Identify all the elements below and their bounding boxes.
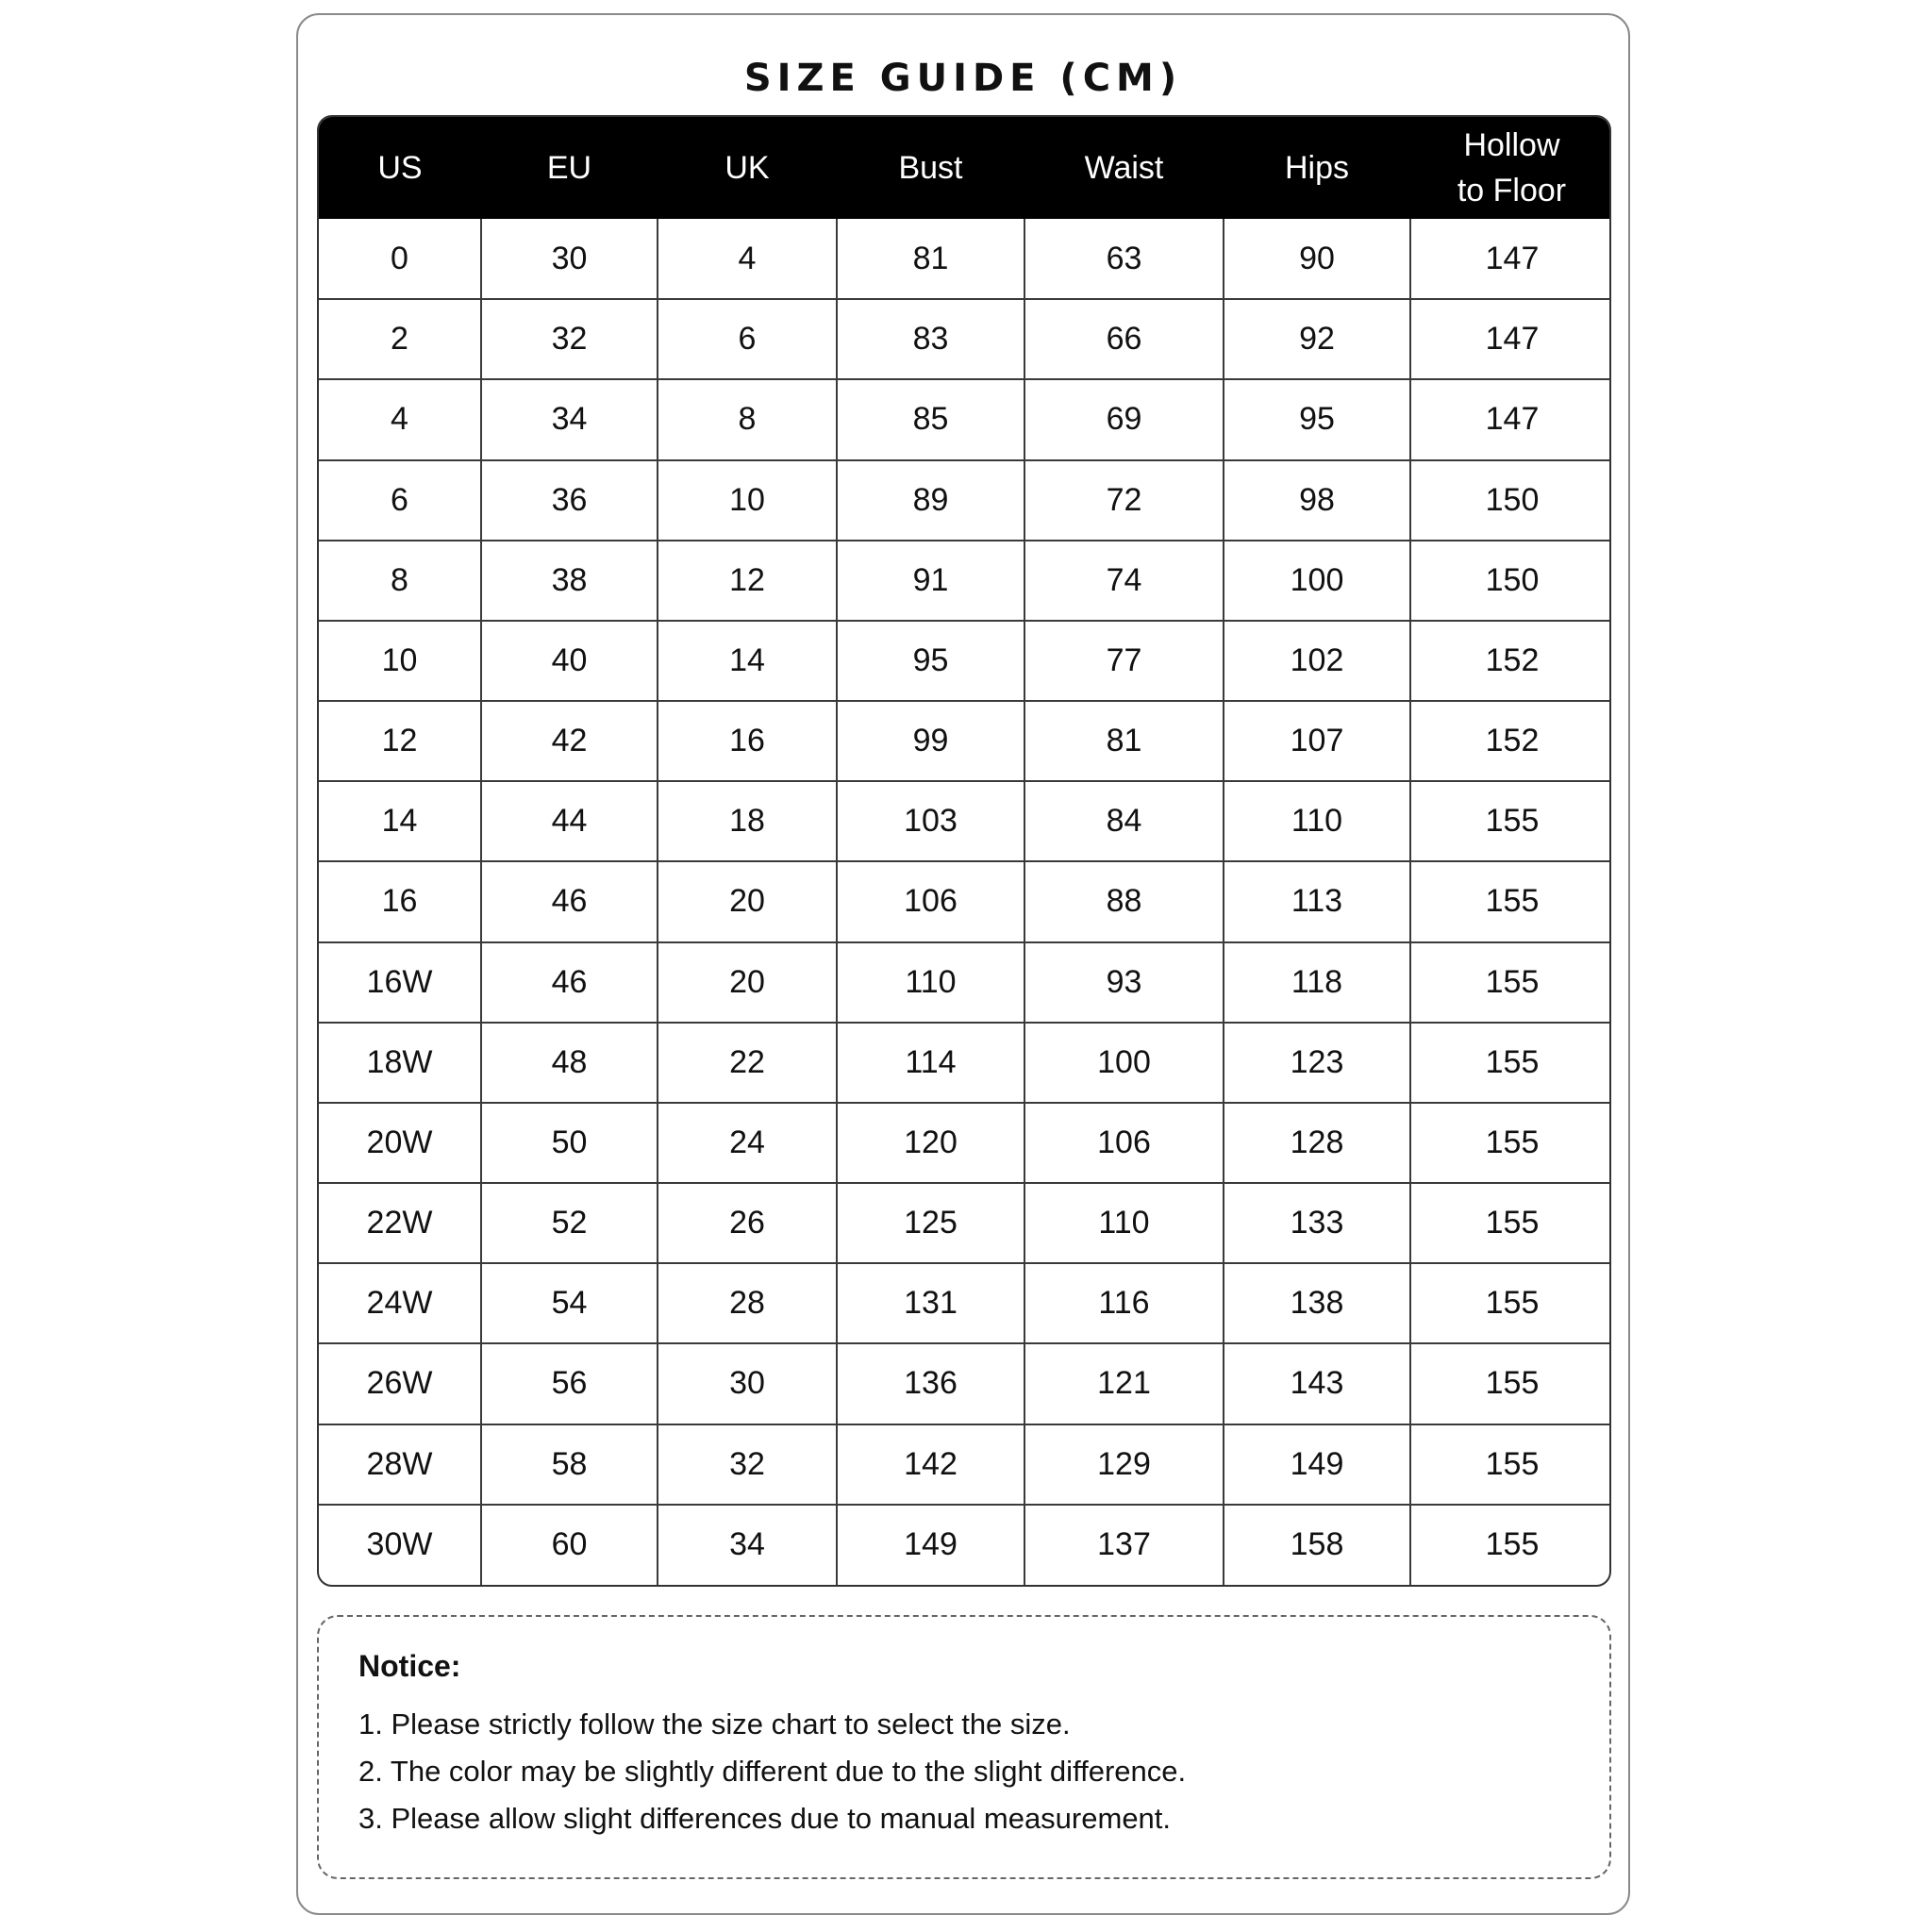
- table-cell: 155: [1410, 781, 1611, 861]
- table-cell: 58: [481, 1424, 658, 1505]
- table-cell: 89: [837, 460, 1024, 541]
- table-cell: 152: [1410, 621, 1611, 701]
- table-cell: 6: [658, 299, 837, 379]
- table-row: [319, 219, 1611, 299]
- table-cell: 123: [1224, 1023, 1410, 1103]
- table-cell: 155: [1410, 1023, 1611, 1103]
- table-cell: 116: [1024, 1263, 1224, 1343]
- table-cell: 142: [837, 1424, 1024, 1505]
- table-row: [319, 942, 1611, 1023]
- table-cell: 147: [1410, 379, 1611, 459]
- column-header: Bust: [898, 150, 963, 186]
- table-cell: 20: [658, 942, 837, 1023]
- table-cell: 155: [1410, 1343, 1611, 1424]
- table-cell: 129: [1024, 1424, 1224, 1505]
- column-header: US: [377, 150, 423, 186]
- table-cell: 30: [481, 219, 658, 299]
- table-cell: 28W: [319, 1424, 481, 1505]
- table-cell: 8: [319, 541, 481, 621]
- table-cell: 42: [481, 701, 658, 781]
- notice-item: 1. Please strictly follow the size chart to select the size.: [358, 1707, 1071, 1740]
- table-cell: 152: [1410, 701, 1611, 781]
- table-cell: 107: [1224, 701, 1410, 781]
- page-title: SIZE GUIDE (CM): [743, 57, 1183, 100]
- table-cell: 120: [837, 1103, 1024, 1183]
- table-cell: 20W: [319, 1103, 481, 1183]
- table-row: [319, 621, 1611, 701]
- table-cell: 38: [481, 541, 658, 621]
- table-cell: 150: [1410, 460, 1611, 541]
- size-guide-card: [296, 13, 1630, 1915]
- table-body: [319, 219, 1611, 1585]
- table-cell: 77: [1024, 621, 1224, 701]
- table-header-row: [319, 117, 1611, 219]
- table-row: [319, 861, 1611, 941]
- table-cell: 114: [837, 1023, 1024, 1103]
- table-cell: 52: [481, 1183, 658, 1263]
- table-cell: 4: [658, 219, 837, 299]
- table-cell: 83: [837, 299, 1024, 379]
- table-cell: 110: [837, 942, 1024, 1023]
- table-cell: 149: [1224, 1424, 1410, 1505]
- table-cell: 0: [319, 219, 481, 299]
- table-cell: 26: [658, 1183, 837, 1263]
- table-cell: 24: [658, 1103, 837, 1183]
- table-cell: 147: [1410, 299, 1611, 379]
- table-cell: 95: [1224, 379, 1410, 459]
- table-cell: 69: [1024, 379, 1224, 459]
- table-cell: 16: [319, 861, 481, 941]
- notice-item: 3. Please allow slight differences due to manual measurement.: [358, 1802, 1172, 1835]
- table-row: [319, 460, 1611, 541]
- table-row: [319, 1424, 1611, 1505]
- table-cell: 150: [1410, 541, 1611, 621]
- table-cell: 4: [319, 379, 481, 459]
- table-cell: 14: [319, 781, 481, 861]
- table-cell: 84: [1024, 781, 1224, 861]
- table-cell: 155: [1410, 1183, 1611, 1263]
- size-table: [319, 117, 1611, 1585]
- table-cell: 128: [1224, 1103, 1410, 1183]
- table-cell: 66: [1024, 299, 1224, 379]
- table-cell: 121: [1024, 1343, 1224, 1424]
- table-cell: 155: [1410, 1263, 1611, 1343]
- table-cell: 2: [319, 299, 481, 379]
- table-cell: 32: [658, 1424, 837, 1505]
- column-header: EU: [546, 150, 592, 186]
- table-row: [319, 1343, 1611, 1424]
- table-cell: 30W: [319, 1505, 481, 1585]
- table-cell: 131: [837, 1263, 1024, 1343]
- table-cell: 72: [1024, 460, 1224, 541]
- size-table-container: [317, 115, 1611, 1587]
- table-cell: 16W: [319, 942, 481, 1023]
- table-cell: 106: [1024, 1103, 1224, 1183]
- table-cell: 90: [1224, 219, 1410, 299]
- table-cell: 103: [837, 781, 1024, 861]
- table-cell: 118: [1224, 942, 1410, 1023]
- table-cell: 100: [1024, 1023, 1224, 1103]
- table-cell: 113: [1224, 861, 1410, 941]
- table-cell: 34: [658, 1505, 837, 1585]
- table-cell: 98: [1224, 460, 1410, 541]
- table-cell: 99: [837, 701, 1024, 781]
- table-cell: 92: [1224, 299, 1410, 379]
- table-cell: 48: [481, 1023, 658, 1103]
- table-cell: 137: [1024, 1505, 1224, 1585]
- table-cell: 95: [837, 621, 1024, 701]
- table-cell: 34: [481, 379, 658, 459]
- table-cell: 10: [319, 621, 481, 701]
- table-cell: 155: [1410, 942, 1611, 1023]
- table-cell: 18: [658, 781, 837, 861]
- table-cell: 63: [1024, 219, 1224, 299]
- table-cell: 149: [837, 1505, 1024, 1585]
- table-cell: 106: [837, 861, 1024, 941]
- table-cell: 100: [1224, 541, 1410, 621]
- table-cell: 158: [1224, 1505, 1410, 1585]
- table-cell: 74: [1024, 541, 1224, 621]
- table-cell: 20: [658, 861, 837, 941]
- table-cell: 36: [481, 460, 658, 541]
- table-cell: 155: [1410, 861, 1611, 941]
- table-cell: 93: [1024, 942, 1224, 1023]
- table-cell: 26W: [319, 1343, 481, 1424]
- table-cell: 14: [658, 621, 837, 701]
- table-cell: 147: [1410, 219, 1611, 299]
- table-cell: 155: [1410, 1103, 1611, 1183]
- table-cell: 138: [1224, 1263, 1410, 1343]
- table-cell: 102: [1224, 621, 1410, 701]
- table-cell: 110: [1024, 1183, 1224, 1263]
- table-cell: 91: [837, 541, 1024, 621]
- table-cell: 16: [658, 701, 837, 781]
- table-cell: 8: [658, 379, 837, 459]
- table-row: [319, 701, 1611, 781]
- table-cell: 81: [1024, 701, 1224, 781]
- table-cell: 44: [481, 781, 658, 861]
- column-header: Hips: [1284, 150, 1350, 186]
- table-cell: 12: [319, 701, 481, 781]
- table-cell: 22W: [319, 1183, 481, 1263]
- table-cell: 155: [1485, 1526, 1540, 1563]
- table-cell: 60: [481, 1505, 658, 1585]
- table-cell: 81: [837, 219, 1024, 299]
- column-header: Waist: [1084, 150, 1164, 186]
- table-cell: 110: [1224, 781, 1410, 861]
- column-header: Hollow to Floor: [1457, 127, 1567, 208]
- table-cell: 54: [481, 1263, 658, 1343]
- table-cell: 50: [481, 1103, 658, 1183]
- table-row: [319, 781, 1611, 861]
- table-row: [319, 1183, 1611, 1263]
- table-cell: 133: [1224, 1183, 1410, 1263]
- table-row: [319, 299, 1611, 379]
- table-cell: 143: [1224, 1343, 1410, 1424]
- table-cell: 12: [658, 541, 837, 621]
- table-row: [319, 541, 1611, 621]
- table-row: [319, 1103, 1611, 1183]
- table-cell: 32: [481, 299, 658, 379]
- table-cell: 46: [481, 861, 658, 941]
- table-cell: 85: [837, 379, 1024, 459]
- table-row: [319, 1505, 1611, 1585]
- table-cell: 46: [481, 942, 658, 1023]
- table-cell: 88: [1024, 861, 1224, 941]
- table-cell: 28: [658, 1263, 837, 1343]
- table-row: [319, 379, 1611, 459]
- table-cell: 10: [658, 460, 837, 541]
- table-cell: 155: [1410, 1424, 1611, 1505]
- notice-item: 2. The color may be slightly different due to the slight difference.: [358, 1755, 1187, 1788]
- notice-title: Notice:: [358, 1649, 461, 1683]
- column-header: UK: [724, 150, 770, 186]
- table-cell: 22: [658, 1023, 837, 1103]
- table-cell: 40: [481, 621, 658, 701]
- table-cell: 24W: [319, 1263, 481, 1343]
- table-cell: 18W: [319, 1023, 481, 1103]
- table-cell: 136: [837, 1343, 1024, 1424]
- table-cell: 125: [837, 1183, 1024, 1263]
- table-cell: 6: [319, 460, 481, 541]
- table-row: [319, 1263, 1611, 1343]
- table-cell: 56: [481, 1343, 658, 1424]
- table-cell: 30: [658, 1343, 837, 1424]
- table-row: [319, 1023, 1611, 1103]
- notice-box: [317, 1615, 1611, 1879]
